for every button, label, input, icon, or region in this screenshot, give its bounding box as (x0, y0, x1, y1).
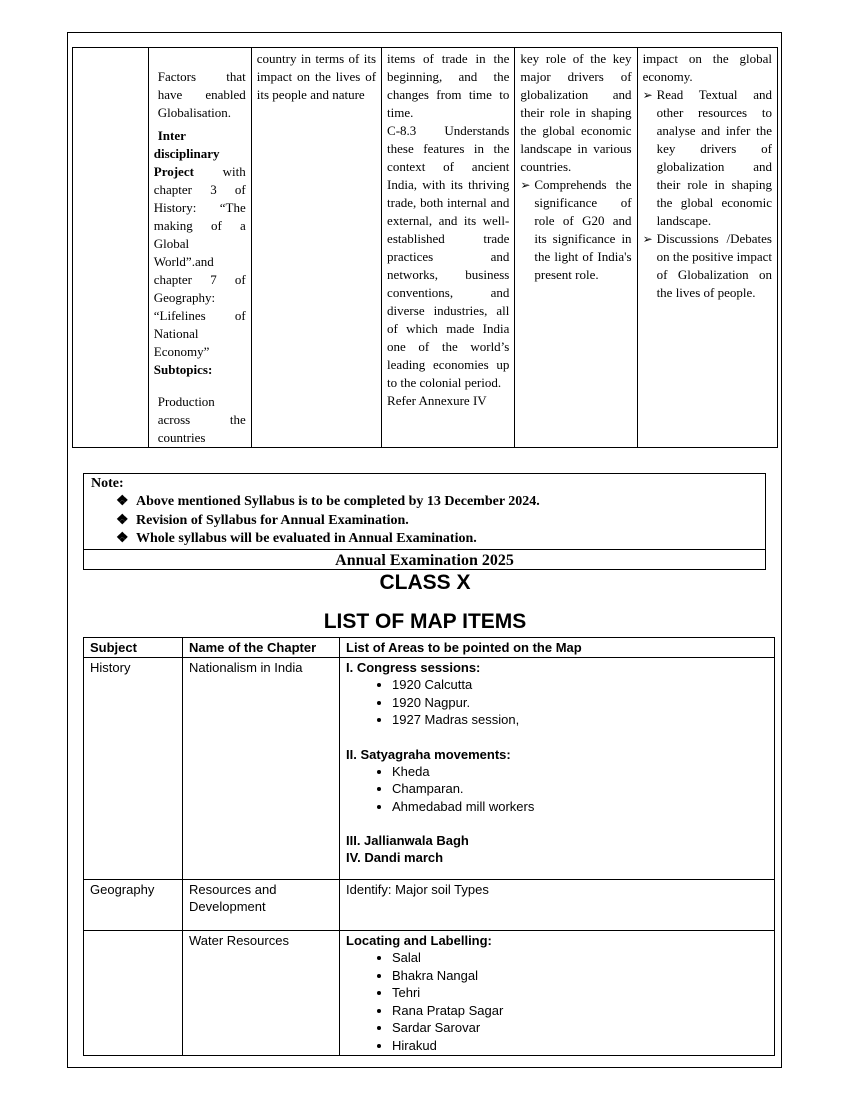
subtopics-label: Subtopics: (153, 362, 213, 377)
areas-cell: Identify: Major soil Types (340, 880, 775, 931)
chapter-cell: Water Resources (183, 931, 340, 1056)
areas-cell (340, 658, 775, 880)
map-items-title: LIST OF MAP ITEMS (323, 610, 527, 633)
chapter-cell: Nationalism in India (183, 658, 340, 880)
table-row (84, 880, 775, 931)
activity-bullet: ➢ Read Textual and other resources to analyse and infer the key drivers of globalization and their role in shaping the global economic landscape. (642, 87, 772, 228)
header-areas: List of Areas to be pointed on the Map (340, 638, 775, 658)
dams-list (346, 949, 768, 1054)
syllabus-cell-topics (148, 48, 251, 448)
list-item: • Kheda (392, 763, 768, 781)
chapter-cell: Resources and Development (183, 880, 340, 931)
trade-text-1: items of trade in the beginning, and the changes from time to time. (387, 51, 510, 120)
table-row (84, 931, 775, 1056)
subject-cell: Geography (84, 880, 183, 931)
diamond-bullet-icon: ❖ (116, 513, 129, 528)
list-item: • Sardar Sarovar (392, 1019, 768, 1037)
jallianwala-item: III. Jallianwala Bagh (346, 833, 469, 848)
note-item: ❖ Whole syllabus will be evaluated in Annual Examination. (116, 531, 477, 546)
syllabus-cell-learning (515, 48, 637, 448)
list-item: • Rana Pratap Sagar (392, 1002, 768, 1020)
production-text: Production across the countries (157, 394, 246, 445)
syllabus-cell-empty (73, 48, 149, 448)
syllabus-table (72, 47, 778, 448)
satyagraha-heading: II. Satyagraha movements: (346, 746, 511, 762)
subject-cell: History (84, 658, 183, 880)
list-item: • Ahmedabad mill workers (392, 798, 768, 816)
header-chapter: Name of the Chapter (183, 638, 340, 658)
note-item: ❖ Above mentioned Syllabus is to be completed by 13 December 2024. (116, 494, 540, 509)
congress-list (346, 676, 768, 729)
arrow-icon: ➢ (642, 88, 653, 102)
arrow-icon: ➢ (520, 178, 531, 192)
list-item: • 1920 Calcutta (392, 676, 768, 694)
note-item: ❖ Revision of Syllabus for Annual Examination. (116, 513, 409, 528)
congress-heading: I. Congress sessions: (346, 660, 481, 675)
list-item: • 1920 Nagpur. (392, 694, 768, 712)
subject-cell (84, 931, 183, 1056)
factors-text: Factors that have enabled Globalisation. (157, 69, 246, 120)
inter-label: Inter disciplinary Project (153, 128, 220, 179)
list-item: • Hirakud (392, 1037, 768, 1055)
project-block (154, 127, 246, 361)
note-title: Note: (91, 476, 124, 491)
diamond-bullet-icon: ❖ (116, 531, 129, 546)
annual-exam-heading: Annual Examination 2025 (84, 549, 765, 571)
table-row (84, 658, 775, 880)
table-header-row (84, 638, 775, 658)
learning-bullet: ➢ Comprehends the significance of role of G20 and its significance in the light of India's present role. (520, 177, 632, 282)
list-item: • Champaran. (392, 780, 768, 798)
class-title: CLASS X (379, 571, 471, 594)
syllabus-cell-impact (251, 48, 381, 448)
list-item: • Salal (392, 949, 768, 967)
activity-bullet: ➢ Discussions /Debates on the positive impact of Globalization on the lives of people. (642, 231, 772, 300)
syllabus-cell-trade (382, 48, 515, 448)
locating-heading: Locating and Labelling: (346, 933, 492, 948)
annexure-ref: Refer Annexure IV (387, 393, 487, 408)
syllabus-cell-activities (637, 48, 777, 448)
project-text: with chapter 3 of History: “The making of a Global World”.and chapter 7 of Geography: “Lifelines of National Economy” (153, 164, 246, 359)
list-item: • 1927 Madras session, (392, 711, 768, 729)
learning-intro: key role of the key major drivers of globalization and their role in shaping the global economic landscape in various countries. (520, 51, 632, 174)
dandi-item: IV. Dandi march (346, 850, 444, 865)
list-item: • Tehri (392, 984, 768, 1002)
trade-text-2: C-8.3 Understands these features in the context of ancient India, with its thriving trade, both internal and external, and its well-established trade practices and networks, business conventions, and diverse industries, all of which made India one of the world’s leading economies up to the colonial period. (387, 123, 510, 390)
arrow-icon: ➢ (642, 232, 653, 246)
impact-text: country in terms of its impact on the lives of its people and nature (256, 51, 377, 102)
satyagraha-list (346, 763, 768, 816)
header-subject: Subject (84, 638, 183, 658)
note-box (83, 473, 766, 570)
diamond-bullet-icon: ❖ (116, 494, 129, 509)
activities-intro: impact on the global economy. (642, 51, 772, 84)
list-item: • Bhakra Nangal (392, 967, 768, 985)
map-items-table (83, 637, 775, 1056)
areas-cell (340, 931, 775, 1056)
